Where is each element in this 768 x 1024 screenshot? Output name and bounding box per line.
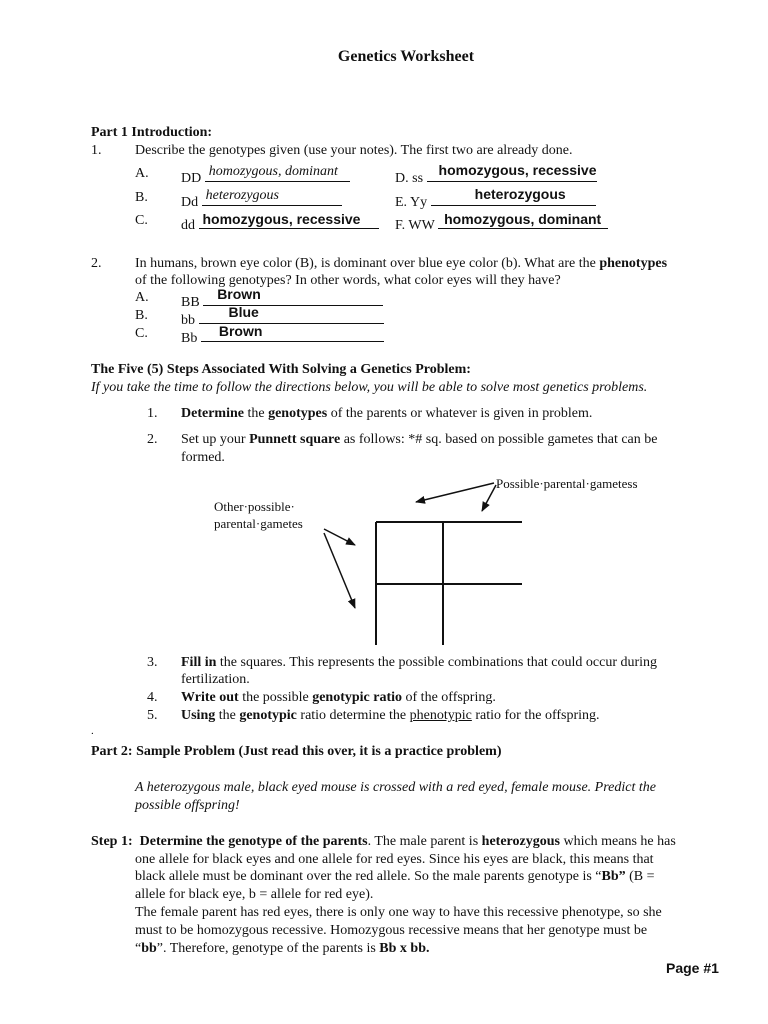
step4-rest: of the offspring. — [402, 690, 496, 705]
q1-item-f-answer: homozygous, dominant — [444, 211, 602, 227]
arrow-top-down — [482, 485, 496, 511]
page-title: Genetics Worksheet — [337, 48, 475, 65]
step5-rest: ratio for the offspring. — [471, 708, 600, 723]
step3-line2: fertilization. — [181, 672, 250, 687]
step1-bold-title: Determine the genotype of the parents — [139, 834, 368, 849]
step1-label: Step 1 — [91, 834, 128, 849]
step5-mid: the — [215, 708, 240, 723]
q1-item-b-answer: heterozygous — [205, 188, 279, 203]
arrow-top-left — [416, 483, 494, 502]
steps-heading: The Five (5) Steps Associated With Solving a Genetics Problem: — [91, 362, 471, 377]
line3-bold: Bb” — [601, 869, 626, 884]
part2-line6: must to be homozygous recessive. Homozygous recessive means that her genotype must be — [135, 923, 648, 938]
part2-line3 — [135, 869, 655, 885]
q2-text-bold: phenotypes — [599, 256, 668, 271]
diagram-label-top: Possible·parental·gametess — [496, 476, 638, 491]
q2-item-a-genotype: BB — [181, 295, 200, 310]
q1-number: 1. — [91, 143, 102, 158]
q1-item-d-genotype: ss — [412, 171, 424, 186]
step1-b: which means he has — [559, 834, 676, 849]
step1-rest: of the parents or whatever is given in problem. — [327, 406, 593, 421]
step4-bold2: genotypic ratio — [312, 690, 403, 705]
part2-line2: one allele for black eyes and one allele for red eyes. Since his eyes are black, this means that — [135, 852, 654, 867]
q2-item-a-letter: A. — [135, 290, 149, 305]
q1-item-d-answer: homozygous, recessive — [438, 162, 597, 178]
step1-number: 1. — [147, 406, 158, 421]
step2-bold: Punnett square — [249, 432, 341, 447]
q1-item-e-answer: heterozygous — [474, 186, 566, 202]
step2-pre: Set up your — [181, 432, 250, 447]
problem-line2: possible offspring! — [135, 798, 240, 813]
part2-line7 — [135, 941, 430, 957]
q2-item-c-answer: Brown — [218, 323, 263, 339]
step5-bold2: genotypic — [239, 708, 297, 723]
line3-b: (B = — [625, 869, 655, 884]
step4-number: 4. — [147, 690, 158, 705]
q1-item-a-answer: homozygous, dominant — [208, 164, 338, 179]
step5-underline: phenotypic — [409, 708, 472, 723]
step4-text — [181, 690, 496, 706]
step1-bold2: heterozygous — [481, 834, 560, 849]
q2-text-a: In humans, brown eye color (B), is dominant over blue eye color (b). What are the — [135, 256, 600, 271]
part2-heading: Part 2: Sample Problem (Just read this over, it is a practice problem) — [91, 744, 502, 759]
part2-line5: The female parent has red eyes, there is only one way to have this recessive phenotype, so she — [135, 905, 662, 920]
step5-text — [181, 708, 600, 724]
q1-item-e-genotype: Yy — [410, 195, 428, 210]
q2-item-b-letter: B. — [135, 308, 148, 323]
punnett-grid — [376, 522, 522, 645]
q2-item-c-letter: C. — [135, 326, 148, 341]
stray-dot: . — [91, 725, 94, 737]
q1-item-f-genotype: WW — [408, 218, 435, 233]
line7-b: ”. Therefore, genotype of the parents is — [156, 941, 380, 956]
step5-bold: Using — [181, 708, 216, 723]
q1-item-c-answer: homozygous, recessive — [202, 211, 361, 227]
part2-line4: allele for black eye, b = allele for red eye). — [135, 887, 374, 902]
page-number: Page #1 — [666, 960, 719, 976]
q1-text: Describe the genotypes given (use your notes). The first two are already done. — [135, 143, 573, 158]
diagram-label-left-1: Other·possible· — [214, 499, 295, 514]
q2-item-b-answer: Blue — [228, 304, 259, 320]
steps-subheading: If you take the time to follow the directions below, you will be able to solve most genetics problems. — [91, 380, 648, 395]
part2-step1-line1: Step 1: Determine the genotype of the parents. The male parent is heterozygous which means he has — [91, 834, 676, 849]
step3-text — [181, 655, 657, 671]
line3-a: black allele must be dominant over the red allele. So the male parents genotype is “ — [135, 869, 602, 884]
q2-text-line2: of the following genotypes? In other words, what color eyes will they have? — [135, 273, 561, 288]
q2-number: 2. — [91, 256, 102, 271]
step3-rest: the squares. This represents the possible combinations that could occur during — [216, 655, 658, 670]
q1-item-c-genotype: dd — [181, 218, 195, 233]
q1-item-c-letter: C. — [135, 213, 148, 228]
q2-item-a-answer: Brown — [217, 286, 261, 302]
step2-rest: as follows: *# sq. based on possible gametes that can be — [340, 432, 658, 447]
line7-bold2: Bb x bb. — [379, 941, 430, 956]
step1-bold: Determine — [181, 406, 244, 421]
q2-item-c-genotype: Bb — [181, 331, 198, 346]
line7-bold: bb — [141, 941, 157, 956]
step5-mid2: ratio determine the — [296, 708, 410, 723]
step1-bold2: genotypes — [268, 406, 328, 421]
q1-item-a-genotype: DD — [181, 171, 202, 186]
step1-mid: the — [243, 406, 269, 421]
q1-item-d-letter: D. — [395, 171, 409, 186]
line7-a: “ — [135, 941, 142, 956]
q1-item-a-letter: A. — [135, 166, 149, 181]
q1-item-b-genotype: Dd — [181, 195, 199, 210]
step2-number: 2. — [147, 432, 158, 447]
q1-item-f-letter: F. — [395, 218, 406, 233]
step3-bold: Fill in — [181, 655, 217, 670]
step1-a: . The male parent is — [367, 834, 482, 849]
step5-number: 5. — [147, 708, 158, 723]
diagram-label-left-2: parental·gametes — [214, 516, 303, 531]
step3-number: 3. — [147, 655, 158, 670]
arrow-left-lower — [324, 533, 355, 608]
q2-item-b-genotype: bb — [181, 313, 195, 328]
step4-bold: Write out — [181, 690, 239, 705]
part1-heading: Part 1 Introduction: — [91, 125, 213, 140]
q1-item-e-letter: E. — [395, 195, 408, 210]
q1-item-b-letter: B. — [135, 190, 148, 205]
step2-line2: formed. — [181, 450, 225, 465]
problem-line1: A heterozygous male, black eyed mouse is crossed with a red eyed, female mouse. Predict the — [135, 780, 656, 795]
step4-mid: the possible — [238, 690, 313, 705]
